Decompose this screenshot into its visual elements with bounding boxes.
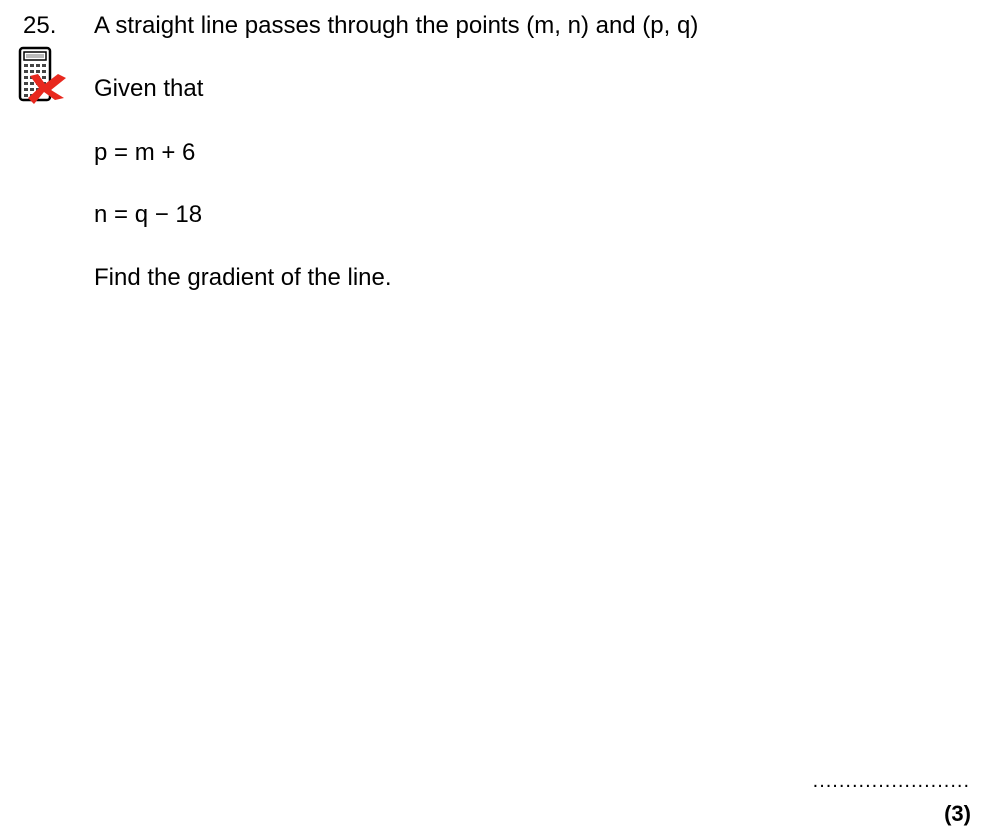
marks-label: (3) xyxy=(944,801,971,826)
calculator-crossed-icon xyxy=(18,46,70,106)
answer-line[interactable]: ........................ xyxy=(812,770,970,792)
question-text-line-1: A straight line passes through the points (m, n) and (p, q) xyxy=(94,12,699,39)
question-text-line-2: Given that xyxy=(94,75,204,102)
question-number: 25. xyxy=(23,12,57,39)
equation-p: p = m + 6 xyxy=(94,139,196,166)
instruction-text: Find the gradient of the line. xyxy=(94,264,392,291)
equation-n: n = q − 18 xyxy=(94,201,203,228)
